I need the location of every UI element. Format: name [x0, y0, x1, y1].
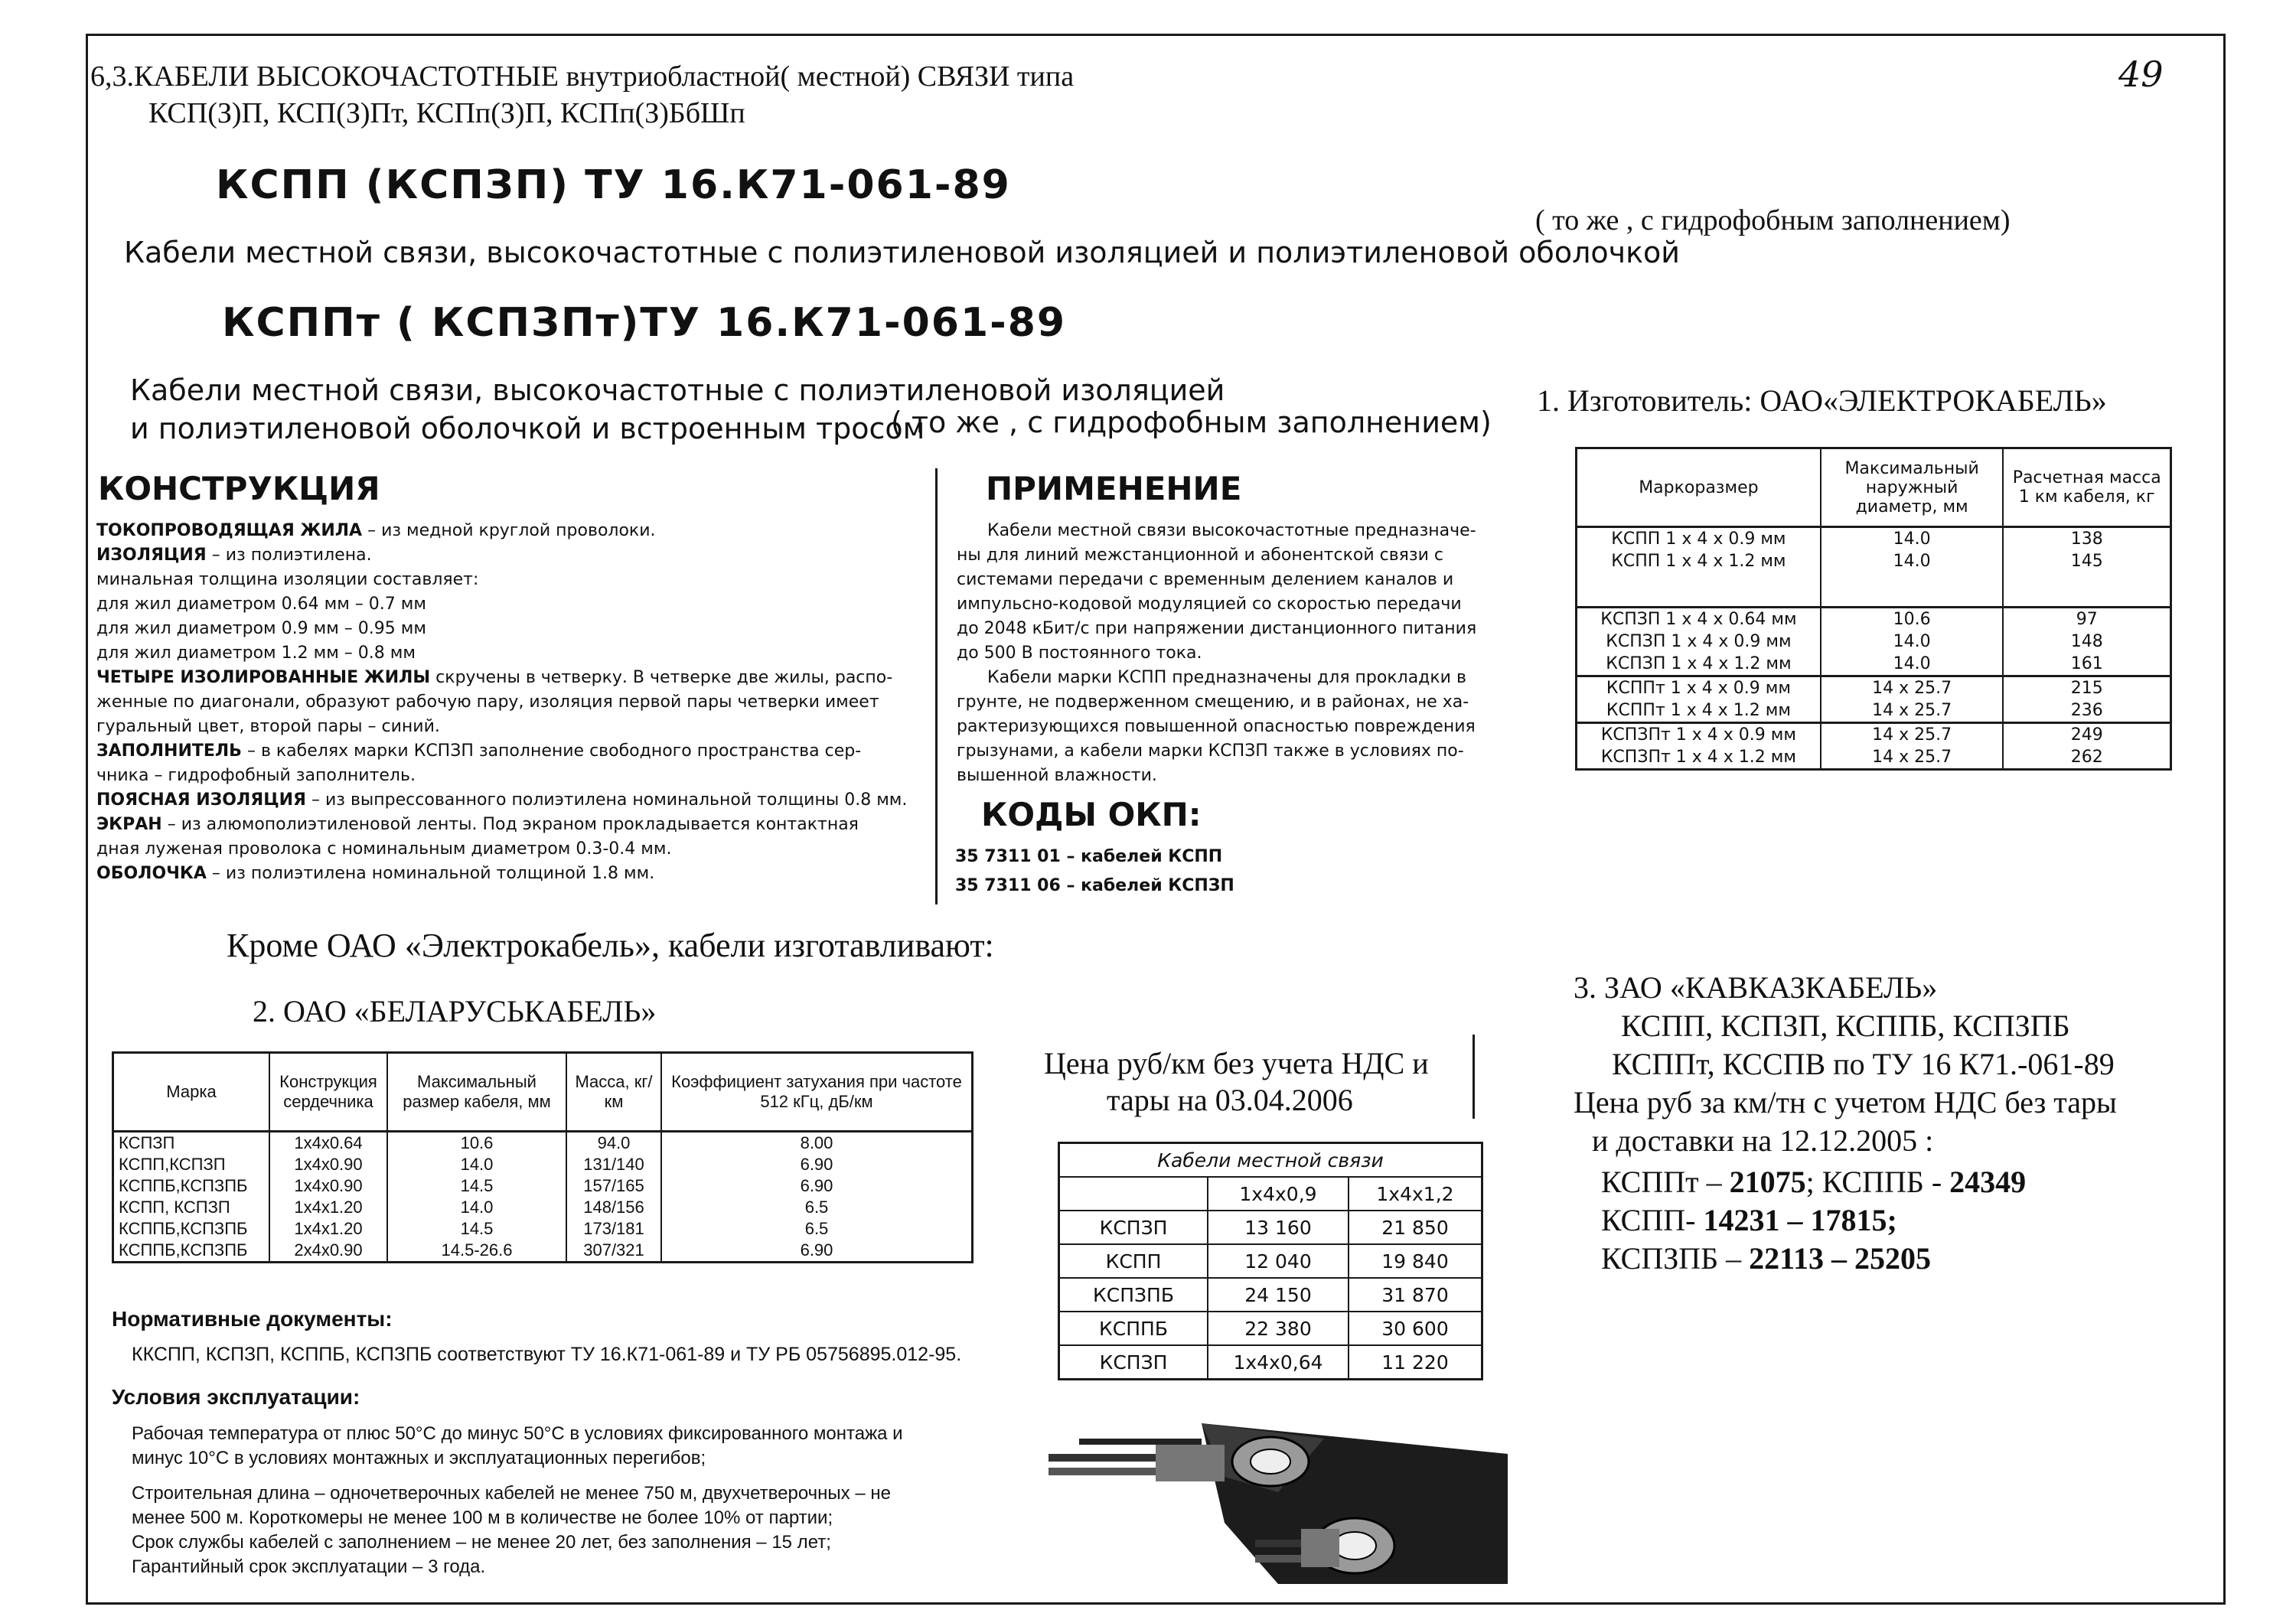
- table-row: КСПП, КСПЗП 1x4x1.20 14.0 148/156 6.5: [113, 1197, 973, 1218]
- price-bracket: [1473, 1035, 1475, 1119]
- cable-shield-1: [1156, 1445, 1225, 1481]
- manufacturer3-line2: КСППт, КССПВ по ТУ 16 К71.-061-89: [1612, 1047, 2115, 1081]
- table-row: КСППБ,КСПЗПБ 1x4x1.20 14.5 173/181 6.5: [113, 1218, 973, 1240]
- product2-title: КСППт ( КСПЗПт)ТУ 16.К71-061-89: [222, 300, 1067, 346]
- table-row: [1059, 1177, 1482, 1211]
- table-row: КСПЗПт 1 x 4 x 0.9 мм 14 x 25.7 249: [1577, 723, 2171, 747]
- table-row: КСППт 1 x 4 x 0.9 мм 14 x 25.7 215: [1577, 676, 2171, 700]
- table-header: Расчетная масса 1 км кабеля, кг: [2003, 448, 2170, 527]
- table-row: КСПП 1 x 4 x 1.2 мм 14.0 145: [1577, 550, 2171, 572]
- construction-heading: КОНСТРУКЦИЯ: [98, 470, 380, 507]
- conditions-line: минус 10°С в условиях монтажных и эксплуатационных перегибов;: [132, 1448, 706, 1468]
- table-row: КСПП 12 040 19 840: [1059, 1244, 1482, 1278]
- table-header: Масса, кг/км: [566, 1053, 661, 1132]
- table-row: КСПЗПт 1 x 4 x 1.2 мм 14 x 25.7 262: [1577, 746, 2171, 770]
- application-line: импульсно-кодовой модуляцией со скоростью передачи: [957, 595, 1462, 614]
- manufacturer3-line3: Цена руб за км/тн с учетом НДС без тары: [1574, 1085, 2117, 1119]
- column-divider: [935, 468, 938, 904]
- manufacturer2-table: [112, 1051, 974, 1263]
- section-header-line1: 6,3.КАБЕЛИ ВЫСОКОЧАСТОТНЫЕ внутриобластной( местной) СВЯЗИ типа: [90, 60, 1075, 93]
- table-row: КСПЗП 1 x 4 x 0.9 мм 14.0 148: [1577, 631, 2171, 653]
- price-title-line2: тары на 03.04.2006: [1107, 1083, 1353, 1117]
- product1-title: КСПП (КСПЗП) ТУ 16.К71-061-89: [216, 162, 1011, 208]
- construction-item: ТОКОПРОВОДЯЩАЯ ЖИЛА – из медной круглой проволоки.: [96, 521, 656, 540]
- table-row: КСПЗП 1 x 4 x 1.2 мм 14.0 161: [1577, 653, 2171, 676]
- application-line: грунте, не подверженном смещению, и в районах, не ха-: [957, 693, 1469, 712]
- besides-heading: Кроме ОАО «Электрокабель», кабели изготавливают:: [227, 927, 994, 964]
- construction-item: дная луженая проволока с номинальным диаметром 0.3-0.4 мм.: [96, 839, 672, 859]
- application-line: ны для линий межстанционной и абонентской связи с: [957, 546, 1443, 565]
- application-line: Кабели местной связи высокочастотные предназначе-: [987, 521, 1476, 540]
- manufacturer3-block: [1574, 969, 2201, 1278]
- construction-item: ЗАПОЛНИТЕЛЬ – в кабелях марки КСПЗП заполнение свободного пространства сер-: [96, 741, 862, 761]
- okp-code: 35 7311 06 – кабелей КСПЗП: [955, 876, 1234, 895]
- table-row: КСППБ,КСПЗПБ 1x4x0.90 14.5 157/165 6.90: [113, 1175, 973, 1197]
- construction-item: для жил диаметром 0.9 мм – 0.95 мм: [96, 619, 426, 638]
- table-header: Маркоразмер: [1577, 448, 1821, 527]
- table-header: Максимальный размер кабеля, мм: [387, 1053, 566, 1132]
- application-line: рактеризующихся повышенной опасностью повреждения: [957, 717, 1476, 736]
- conditions-line: менее 500 м. Короткомеры не менее 100 м в количестве не более 10% от партии;: [132, 1507, 833, 1528]
- manufacturer3-price3: КСПЗПБ – 22113 – 25205: [1601, 1241, 1931, 1276]
- construction-item: для жил диаметром 1.2 мм – 0.8 мм: [96, 644, 416, 663]
- manufacturer3-price1: КСППт – 21075; КСППБ - 24349: [1601, 1165, 2027, 1199]
- cable-illustration: [1049, 1408, 1508, 1592]
- table-row: КСППБ 22 380 30 600: [1059, 1312, 1482, 1345]
- norm-docs-heading: Нормативные документы:: [112, 1307, 393, 1331]
- application-line: до 500 В постоянного тока.: [957, 644, 1202, 663]
- conditions-line: Строительная длина – одночетверочных кабелей не менее 750 м, двухчетверочных – не: [132, 1483, 891, 1504]
- table-header: Конструкция сердечника: [269, 1053, 387, 1132]
- page-number: 49: [2118, 54, 2164, 95]
- table-header: 1x4x0,9: [1208, 1177, 1349, 1211]
- application-line: грызунами, а кабели марки КСПЗП также в условиях по-: [957, 741, 1464, 761]
- price-caption: Кабели местной связи: [1059, 1143, 1482, 1178]
- table-header: Коэффициент затухания при частоте 512 кГц, дБ/км: [661, 1053, 973, 1132]
- table-row: КСПЗПБ 24 150 31 870: [1059, 1278, 1482, 1312]
- cable-core-1: [1251, 1449, 1290, 1474]
- product1-note: ( то же , с гидрофобным заполнением): [1535, 204, 2011, 236]
- product1-desc: Кабели местной связи, высокочастотные с полиэтиленовой изоляцией и полиэтиленовой оболочкой: [124, 236, 1680, 269]
- okp-heading: КОДЫ ОКП:: [981, 796, 1202, 833]
- product2-note: ( то же , с гидрофобным заполнением): [891, 406, 1492, 439]
- table-header: Максимальный наружный диаметр, мм: [1821, 448, 2004, 527]
- application-line: системами передачи с временным делением каналов и: [957, 570, 1454, 589]
- table-row: КСПЗП 1x4x0,64 11 220: [1059, 1345, 1482, 1380]
- table-row: КСПП 1 x 4 x 0.9 мм 14.0 138: [1577, 527, 2171, 551]
- okp-code: 35 7311 01 – кабелей КСПП: [955, 847, 1223, 866]
- table-row: КСПЗП 1x4x0.64 10.6 94.0 8.00: [113, 1132, 973, 1155]
- manufacturer1-table: [1575, 447, 2172, 771]
- cable-wire-1: [1049, 1454, 1163, 1462]
- table-row: КСПЗП 1 x 4 x 0.64 мм 10.6 97: [1577, 608, 2171, 631]
- construction-item: ЧЕТЫРЕ ИЗОЛИРОВАННЫЕ ЖИЛЫ скручены в четверку. В четверке две жилы, распо-: [96, 668, 893, 687]
- construction-item: ПОЯСНАЯ ИЗОЛЯЦИЯ – из выпрессованного полиэтилена номинальной толщины 0.8 мм.: [96, 790, 908, 810]
- construction-item: минальная толщина изоляции составляет:: [96, 570, 479, 589]
- conditions-line: Срок службы кабелей с заполнением – не менее 20 лет, без заполнения – 15 лет;: [132, 1532, 831, 1553]
- cable-core-2: [1333, 1532, 1376, 1559]
- manufacturer2-title: 2. ОАО «БЕЛАРУСЬКАБЕЛЬ»: [253, 994, 657, 1028]
- application-line: Кабели марки КСПП предназначены для прокладки в: [987, 668, 1466, 687]
- table-header: 1x4x1,2: [1349, 1177, 1482, 1211]
- manufacturer3-line1: КСПП, КСПЗП, КСППБ, КСПЗПБ: [1621, 1009, 2070, 1043]
- construction-item: ОБОЛОЧКА – из полиэтилена номинальной толщиной 1.8 мм.: [96, 864, 655, 883]
- table-row: КСПЗП 13 160 21 850: [1059, 1211, 1482, 1244]
- conditions-line: Гарантийный срок эксплуатации – 3 года.: [132, 1556, 486, 1577]
- table-row: КСППБ,КСПЗПБ 2x4x0.90 14.5-26.6 307/321 6.90: [113, 1240, 973, 1263]
- application-heading: ПРИМЕНЕНИЕ: [986, 470, 1242, 507]
- manufacturer3-line4: и доставки на 12.12.2005 :: [1592, 1123, 1934, 1158]
- manufacturer1-title: 1. Изготовитель: ОАО«ЭЛЕКТРОКАБЕЛЬ»: [1537, 383, 2107, 418]
- product2-desc2: и полиэтиленовой оболочкой и встроенным тросом: [130, 412, 925, 445]
- table-row: [1577, 572, 2171, 608]
- table-header: Марка: [113, 1053, 270, 1132]
- manufacturer3-price2: КСПП- 14231 – 17815;: [1601, 1203, 1897, 1237]
- construction-item: для жил диаметром 0.64 мм – 0.7 мм: [96, 595, 426, 614]
- conditions-text: [132, 1422, 903, 1579]
- cable-wire-2: [1049, 1468, 1163, 1475]
- construction-item: женные по диагонали, образуют рабочую пару, изоляция первой пары четверки имеет: [96, 693, 879, 712]
- conditions-heading: Условия эксплуатации:: [112, 1385, 360, 1409]
- cable-shield-2: [1301, 1529, 1339, 1567]
- application-line: вышенной влажности.: [957, 766, 1157, 785]
- construction-item: гуральный цвет, второй пары – синий.: [96, 717, 440, 736]
- construction-item: ИЗОЛЯЦИЯ – из полиэтилена.: [96, 546, 372, 565]
- construction-item: ЭКРАН – из алюмополиэтиленовой ленты. Под экраном прокладывается контактная: [96, 815, 859, 834]
- table-row: КСПП,КСПЗП 1x4x0.90 14.0 131/140 6.90: [113, 1154, 973, 1175]
- product2-desc1: Кабели местной связи, высокочастотные с полиэтиленовой изоляцией: [130, 373, 1225, 407]
- application-line: до 2048 кБит/с при напряжении дистанционного питания: [957, 619, 1477, 638]
- price-table: [1058, 1142, 1483, 1380]
- construction-item: чника – гидрофобный заполнитель.: [96, 766, 416, 785]
- conditions-line: Рабочая температура от плюс 50°С до минус 50°С в условиях фиксированного монтажа и: [132, 1423, 903, 1444]
- application-text: [957, 519, 1523, 788]
- manufacturer3-title: 3. ЗАО «КАВКАЗКАБЕЛЬ»: [1574, 970, 1938, 1005]
- section-header-line2: КСП(З)П, КСП(З)Пт, КСПп(З)П, КСПп(З)БбШп: [148, 97, 745, 129]
- cable-wire-3: [1079, 1439, 1202, 1445]
- table-row: КСППт 1 x 4 x 1.2 мм 14 x 25.7 236: [1577, 699, 2171, 723]
- construction-list: [96, 519, 931, 886]
- price-title-line1: Цена руб/км без учета НДС и: [1044, 1046, 1429, 1080]
- norm-docs-text: ККСПП, КСПЗП, КСППБ, КСПЗПБ соответствуют ТУ 16.К71-061-89 и ТУ РБ 05756895.012-95.: [132, 1344, 962, 1365]
